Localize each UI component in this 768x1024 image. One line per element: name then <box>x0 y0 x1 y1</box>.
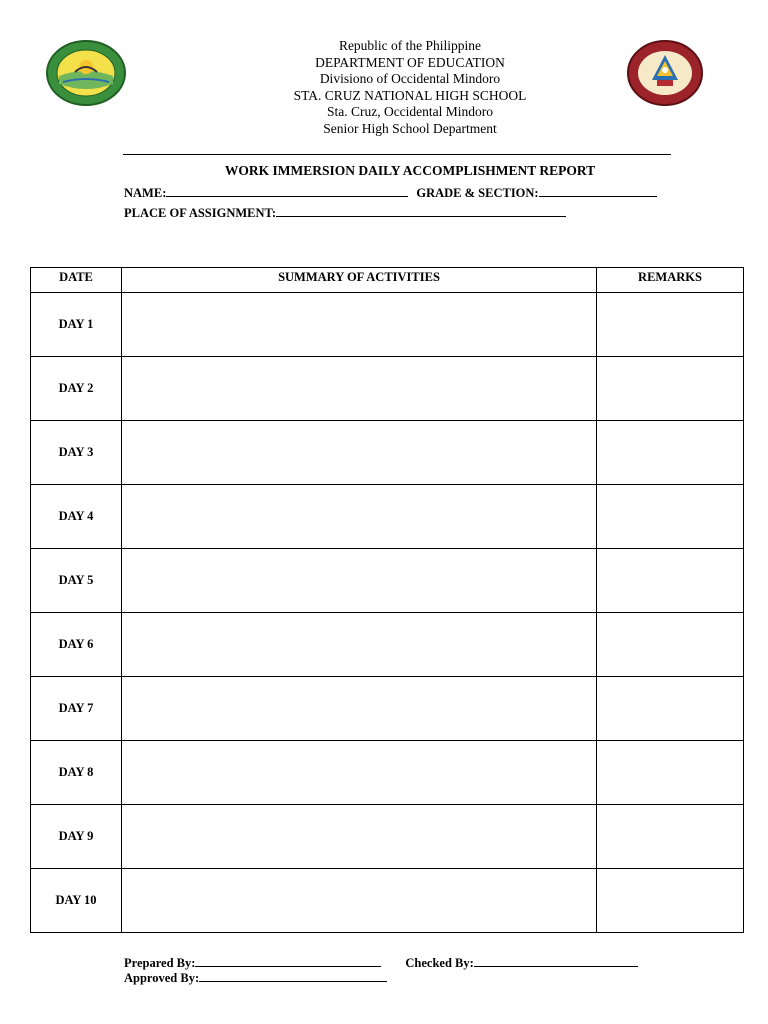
summary-cell[interactable] <box>122 805 597 869</box>
table-row <box>31 357 744 421</box>
day-label: DAY 2 <box>31 357 122 421</box>
remarks-column-header: REMARKS <box>597 268 744 293</box>
summary-cell[interactable] <box>122 613 597 677</box>
accomplishment-table <box>30 267 744 933</box>
school-address: Sta. Cruz, Occidental Mindoro <box>326 104 494 119</box>
republic-line: Republic of the Philippine <box>338 38 482 53</box>
approved-by-label: Approved By: <box>124 971 200 985</box>
day-label: DAY 1 <box>31 293 122 357</box>
table-row <box>31 805 744 869</box>
summary-cell[interactable] <box>122 869 597 933</box>
approved-by-field[interactable] <box>199 970 387 982</box>
header-divider <box>123 154 671 155</box>
place-label: PLACE OF ASSIGNMENT: <box>124 206 277 220</box>
day-label: DAY 6 <box>31 613 122 677</box>
remarks-cell[interactable] <box>597 741 744 805</box>
prepared-checked-row <box>124 955 638 971</box>
day-label: DAY 3 <box>31 421 122 485</box>
table-row <box>31 677 744 741</box>
summary-column-header: SUMMARY OF ACTIVITIES <box>122 268 597 293</box>
day-label: DAY 10 <box>31 869 122 933</box>
name-label: NAME: <box>124 186 167 200</box>
day-label: DAY 5 <box>31 549 122 613</box>
remarks-cell[interactable] <box>597 805 744 869</box>
summary-cell[interactable] <box>122 677 597 741</box>
name-field[interactable] <box>166 185 408 197</box>
day-label: DAY 9 <box>31 805 122 869</box>
summary-cell[interactable] <box>122 357 597 421</box>
remarks-cell[interactable] <box>597 293 744 357</box>
department-unit-line: Senior High School Department <box>323 120 497 136</box>
remarks-cell[interactable] <box>597 357 744 421</box>
grade-section-field[interactable] <box>539 185 657 197</box>
date-column-header: DATE <box>31 268 122 293</box>
remarks-cell[interactable] <box>597 549 744 613</box>
prepared-by-label: Prepared By: <box>124 956 196 970</box>
checked-by-label: Checked By: <box>405 956 474 970</box>
letterhead <box>200 38 620 137</box>
day-label: DAY 7 <box>31 677 122 741</box>
summary-cell[interactable] <box>122 293 597 357</box>
table-row <box>31 549 744 613</box>
prepared-by-field[interactable] <box>195 955 381 967</box>
table-row <box>31 869 744 933</box>
name-grade-row <box>124 185 657 201</box>
approved-row <box>124 970 387 986</box>
remarks-cell[interactable] <box>597 613 744 677</box>
grade-section-label: GRADE & SECTION: <box>416 186 539 200</box>
department-line: DEPARTMENT OF EDUCATION <box>315 54 505 70</box>
place-field[interactable] <box>276 205 566 217</box>
summary-cell[interactable] <box>122 485 597 549</box>
remarks-cell[interactable] <box>597 677 744 741</box>
remarks-cell[interactable] <box>597 485 744 549</box>
checked-by-field[interactable] <box>474 955 638 967</box>
deped-division-seal <box>45 40 127 106</box>
table-row <box>31 613 744 677</box>
summary-cell[interactable] <box>122 549 597 613</box>
place-row <box>124 205 566 221</box>
table-row <box>31 293 744 357</box>
report-title: WORK IMMERSION DAILY ACCOMPLISHMENT REPORT <box>224 163 596 178</box>
remarks-cell[interactable] <box>597 869 744 933</box>
division-line: Divisiono of Occidental Mindoro <box>319 71 501 86</box>
day-label: DAY 4 <box>31 485 122 549</box>
day-label: DAY 8 <box>31 741 122 805</box>
school-seal <box>626 40 704 106</box>
table-header-row <box>31 268 744 293</box>
table-row <box>31 485 744 549</box>
summary-cell[interactable] <box>122 421 597 485</box>
table-row <box>31 421 744 485</box>
remarks-cell[interactable] <box>597 421 744 485</box>
school-name: STA. CRUZ NATIONAL HIGH SCHOOL <box>293 87 527 103</box>
table-row <box>31 741 744 805</box>
summary-cell[interactable] <box>122 741 597 805</box>
